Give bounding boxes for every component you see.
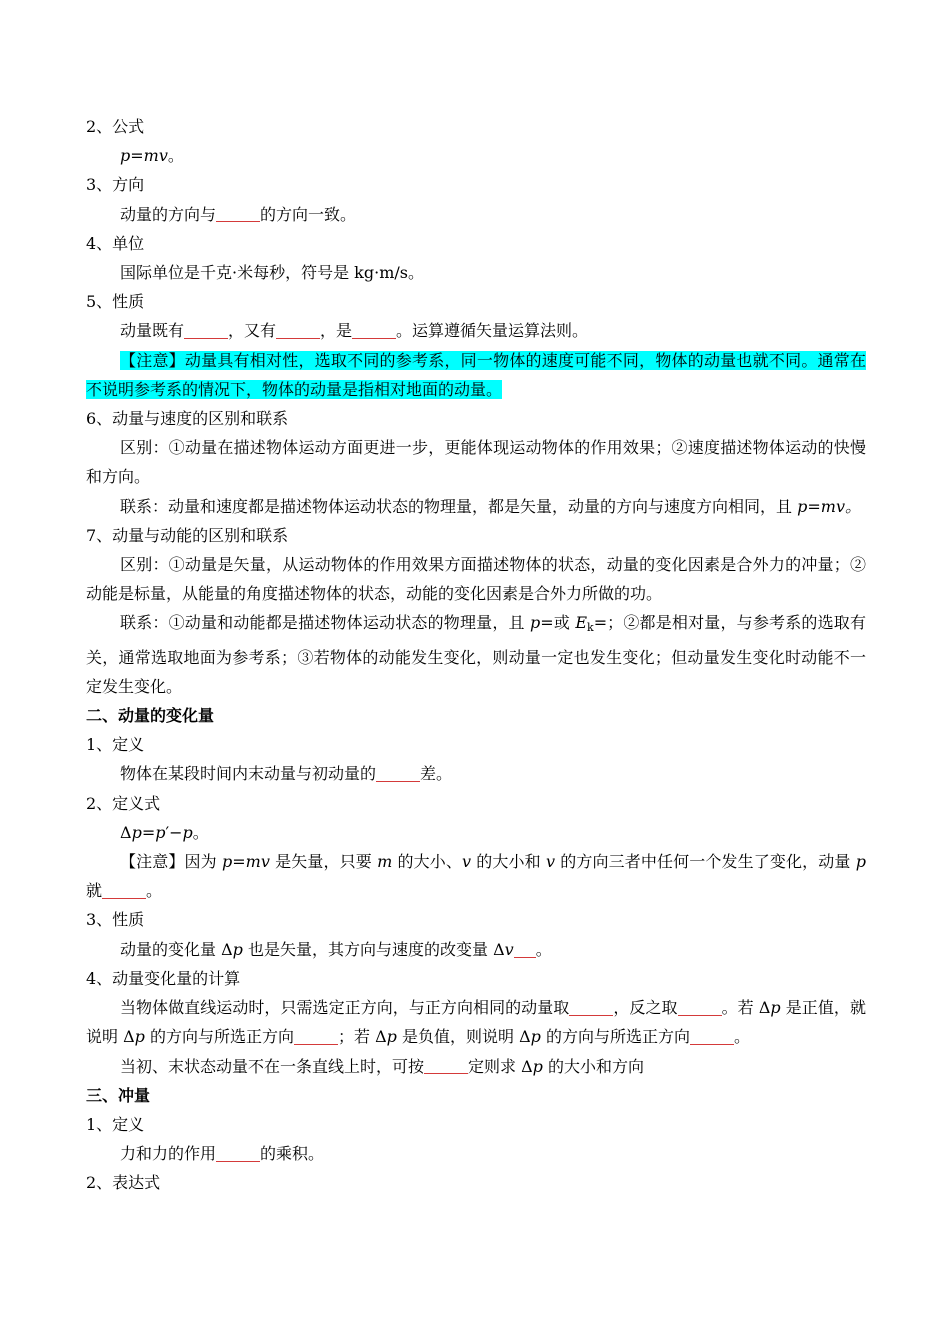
fill-blank[interactable] xyxy=(102,881,146,899)
impulse-definition-line xyxy=(86,1139,866,1168)
symbol-p: p xyxy=(855,852,866,872)
formula-line xyxy=(86,141,866,170)
change-definition-line xyxy=(86,759,866,788)
change-note-text-f: 的方向三者中任何一个发生了变化，动量 xyxy=(560,852,851,872)
formula-expression: =mv xyxy=(130,146,168,166)
symbol-p: p xyxy=(530,613,541,633)
subscript-k: k xyxy=(587,621,594,635)
calc-text-a: 当物体做直线运动时，只需选定正方向，与正方向相同的动量取 xyxy=(120,998,570,1018)
change-property-text-a: 动量的变化量 Δ xyxy=(120,939,233,959)
equals-sign: = xyxy=(141,822,156,842)
symbol-p: p xyxy=(232,939,243,959)
symbol-E: E xyxy=(575,613,588,633)
fill-blank[interactable] xyxy=(514,940,536,958)
kinetic-relation-text-c: =；②都是相对量，与参考系的选取有关，通常选取地面为参考系；③若物体的动能发生变化，则动量一定也发生变化；但动量发生变化时动能不一定发生变化。 xyxy=(86,613,866,696)
direction-text-a: 动量的方向与 xyxy=(120,204,217,224)
calc-text-g: 是负值，则说明 Δ xyxy=(402,1027,531,1047)
symbol-p: p xyxy=(530,1027,541,1047)
symbol-v: v xyxy=(461,852,472,872)
change-note-text-a: 【注意】因为 xyxy=(120,852,217,872)
delta-symbol: Δ xyxy=(120,822,132,842)
kinetic-relation-text-b: =或 xyxy=(540,613,571,633)
calc-text-b: ，反之取 xyxy=(613,998,678,1018)
change-calc-paragraph-2 xyxy=(86,1052,866,1081)
impulse-definition-text-a: 力和力的作用 xyxy=(120,1144,217,1164)
document-body xyxy=(86,112,866,1198)
symbol-p: p xyxy=(386,1027,397,1047)
property-text-b: ，又有 xyxy=(228,321,277,341)
calc-text-e: 的方向与所选正方向 xyxy=(150,1027,295,1047)
change-definition-text-a: 物体在某段时间内末动量与初动量的 xyxy=(120,764,377,784)
symbol-p: p xyxy=(797,496,808,516)
calc-text-d: 是正值，就说明 Δ xyxy=(86,998,866,1047)
impulse-expression-title: 2、表达式 xyxy=(86,1173,161,1193)
direction-text-b: 的方向一致。 xyxy=(260,204,357,224)
property-text-d: 。运算遵循矢量运算法则。 xyxy=(396,321,589,341)
impulse-definition-title: 1、定义 xyxy=(86,1114,145,1134)
velocity-relation-formula: =mv。 xyxy=(807,496,861,516)
change-note xyxy=(86,847,866,905)
formula-tail: 。 xyxy=(167,146,184,166)
symbol-p: p xyxy=(120,146,131,166)
formula-title: 2、公式 xyxy=(86,117,145,136)
fill-blank[interactable] xyxy=(569,998,613,1016)
symbol-m: m xyxy=(377,852,393,872)
velocity-title: 6、动量与速度的区别和联系 xyxy=(86,409,289,429)
fill-blank[interactable] xyxy=(216,205,260,223)
calc2-text-a: 当初、末状态动量不在一条直线上时，可按 xyxy=(120,1056,425,1076)
calc2-text-c: 的大小和方向 xyxy=(548,1056,645,1076)
change-note-formula: =mv xyxy=(232,852,270,872)
impulse-definition-text-b: 的乘积。 xyxy=(260,1144,325,1164)
change-definition-title: 1、定义 xyxy=(86,735,145,755)
fill-blank[interactable] xyxy=(276,322,320,340)
fill-blank[interactable] xyxy=(678,998,722,1016)
fill-blank[interactable] xyxy=(294,1027,338,1045)
change-calc-paragraph-1 xyxy=(86,993,866,1051)
velocity-relation-text: 联系：动量和速度都是描述物体运动状态的物理量，都是矢量，动量的方向与速度方向相同，且 xyxy=(120,496,793,516)
symbol-p: p xyxy=(770,998,781,1018)
property-line xyxy=(86,316,866,345)
change-property-text-b: 也是矢量，其方向与速度的改变量 Δ xyxy=(248,939,505,959)
change-note-text-e: 的大小和 xyxy=(476,852,541,872)
symbol-p: p xyxy=(221,852,233,872)
calc-text-i: 。 xyxy=(734,1027,751,1047)
change-definition-text-b: 差。 xyxy=(420,764,453,784)
symbol-v: v xyxy=(545,852,556,872)
direction-line xyxy=(86,200,866,229)
calc2-text-b: 定则求 Δ xyxy=(468,1056,533,1076)
change-expression-line xyxy=(86,818,866,847)
symbol-p: p xyxy=(532,1056,543,1076)
symbol-p: p xyxy=(134,1027,145,1047)
fill-blank[interactable] xyxy=(376,765,420,783)
change-note-text-c: 是矢量，只要 xyxy=(275,852,372,872)
prime-minus: ′− xyxy=(165,822,183,842)
kinetic-title: 7、动量与动能的区别和联系 xyxy=(86,525,289,545)
fill-blank[interactable] xyxy=(690,1027,734,1045)
change-property-line xyxy=(86,935,866,964)
note-paragraph xyxy=(86,346,866,404)
highlighted-note: 【注意】动量具有相对性，选取不同的参考系，同一物体的速度可能不同，物体的动量也就不同。通常在不说明参考系的情况下，物体的动量是指相对地面的动量。 xyxy=(86,350,866,399)
change-note-text-d: 的大小、 xyxy=(397,852,462,872)
change-property-title: 3、性质 xyxy=(86,910,145,930)
property-text-c: ，是 xyxy=(320,321,353,341)
unit-title: 4、单位 xyxy=(86,233,145,253)
symbol-p: p xyxy=(155,822,166,842)
fill-blank[interactable] xyxy=(352,322,396,340)
property-title: 5、性质 xyxy=(86,292,145,312)
velocity-relation xyxy=(86,492,866,521)
symbol-p: p xyxy=(182,822,193,842)
symbol-v: v xyxy=(504,939,514,959)
section-heading-momentum-change: 二、动量的变化量 xyxy=(86,706,215,726)
change-calc-title: 4、动量变化量的计算 xyxy=(86,968,241,988)
change-property-text-c: 。 xyxy=(535,939,552,959)
symbol-p: p xyxy=(131,822,142,842)
section-heading-impulse: 三、冲量 xyxy=(86,1085,151,1105)
change-expression-title: 2、定义式 xyxy=(86,793,161,813)
direction-title: 3、方向 xyxy=(86,175,145,195)
fill-blank[interactable] xyxy=(216,1144,260,1162)
kinetic-relation-text-a: 联系：①动量和动能都是描述物体运动状态的物理量，且 xyxy=(120,613,525,633)
fill-blank[interactable] xyxy=(184,322,228,340)
calc-text-c: 。若 Δ xyxy=(721,998,771,1018)
velocity-difference: 区别：①动量在描述物体运动方面更进一步，更能体现运动物体的作用效果；②速度描述物体运动的快慢和方向。 xyxy=(86,438,866,487)
calc-text-f: ；若 Δ xyxy=(338,1027,387,1047)
kinetic-relation xyxy=(86,608,866,701)
change-note-text-h: 。 xyxy=(146,881,163,901)
calc-text-h: 的方向与所选正方向 xyxy=(546,1027,691,1047)
expression-tail: 。 xyxy=(192,822,209,842)
kinetic-difference: 区别：①动量是矢量，从运动物体的作用效果方面描述物体的状态，动量的变化因素是合外力的冲量；②动能是标量，从能量的角度描述物体的状态，动能的变化因素是合外力所做的功。 xyxy=(86,555,866,604)
property-text-a: 动量既有 xyxy=(120,321,185,341)
fill-blank[interactable] xyxy=(424,1057,468,1075)
change-note-text-g: 就 xyxy=(86,881,103,901)
unit-line: 国际单位是千克·米每秒，符号是 kg·m/s。 xyxy=(120,263,424,283)
